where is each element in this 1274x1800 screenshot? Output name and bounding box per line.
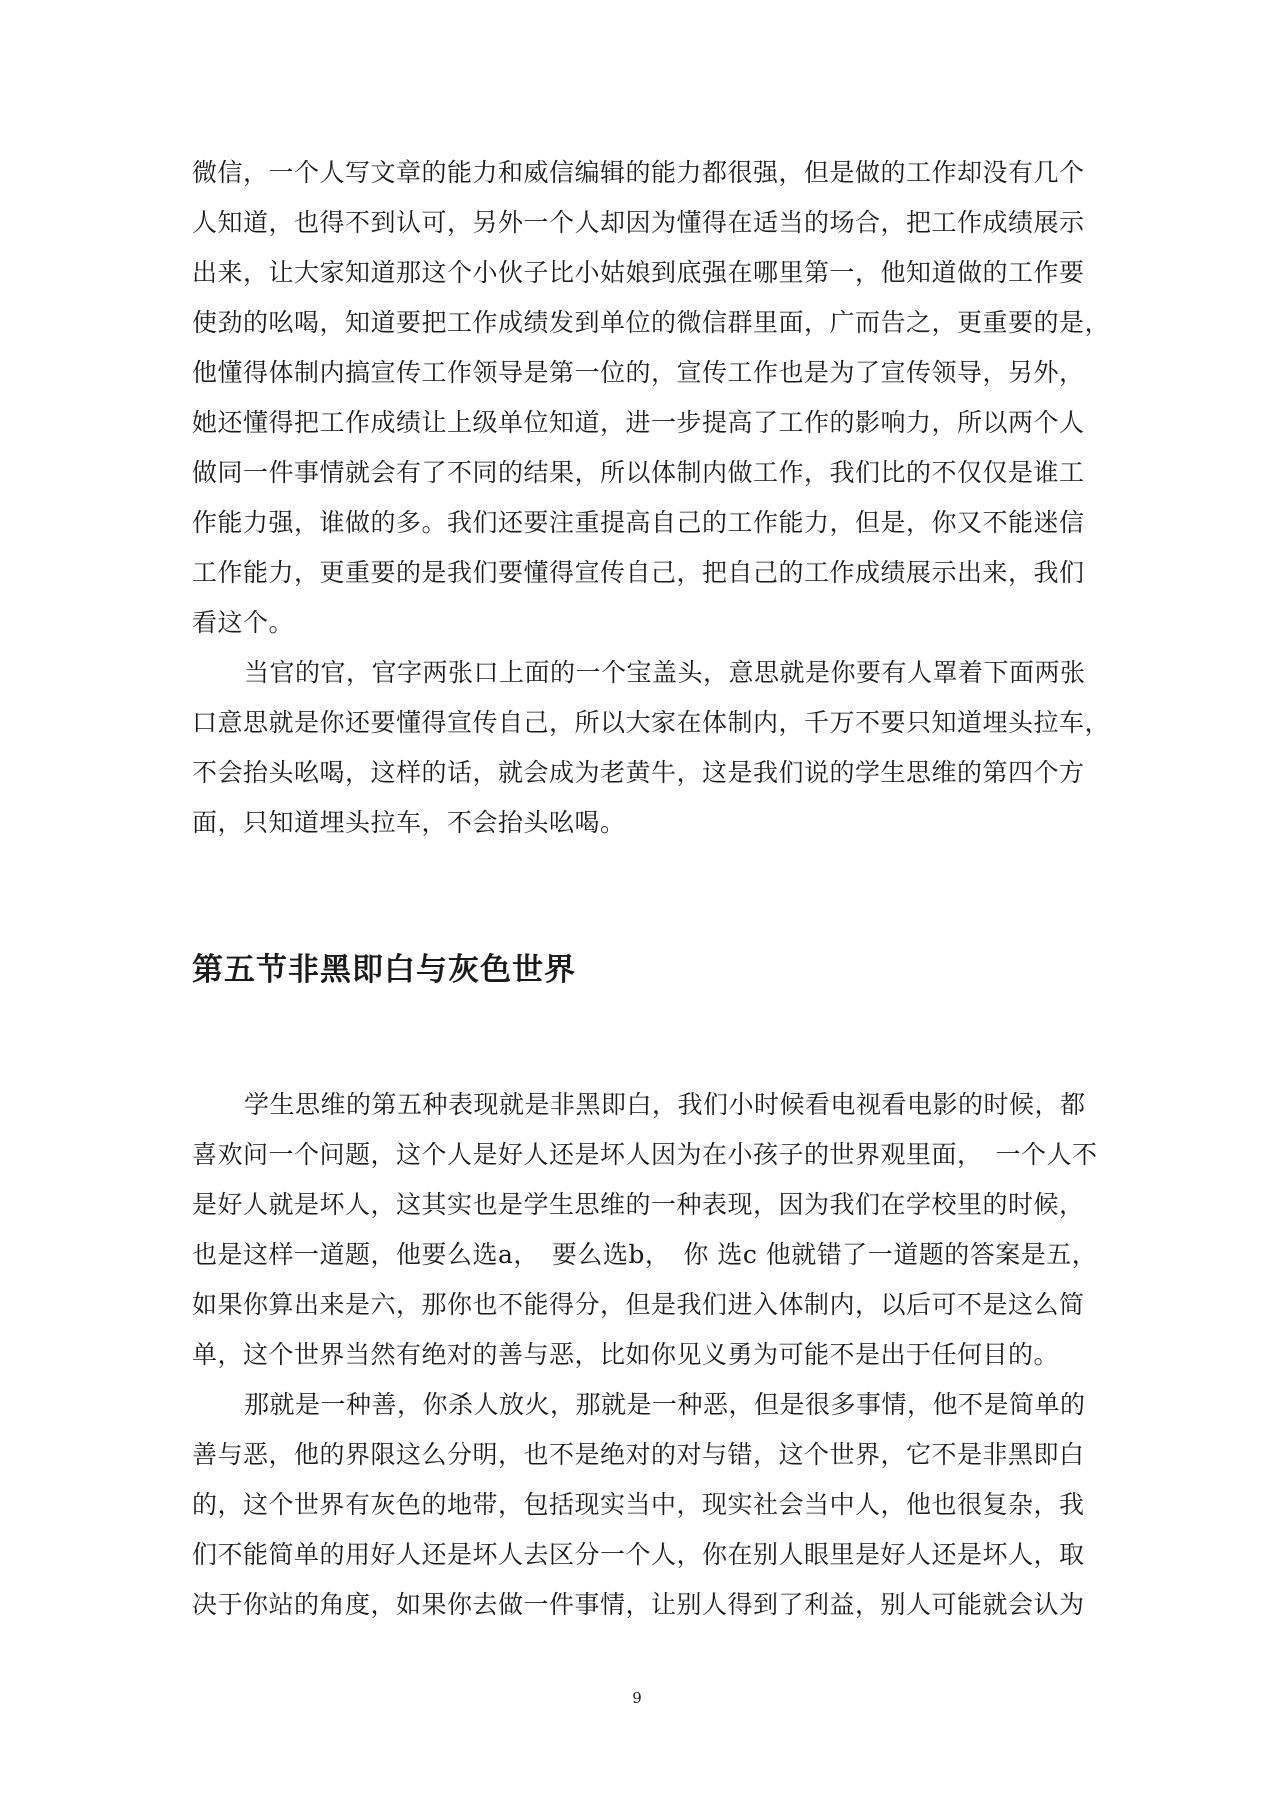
paragraph-2 (192, 648, 1111, 848)
paragraph-3 (192, 1080, 1098, 1380)
text-line: 面，只知道埋头拉车，不会抬头吆喝。 (192, 808, 626, 837)
text-line: 那就是一种善，你杀人放火，那就是一种恶，但是很多事情，他不是简单的 (244, 1390, 1086, 1419)
text-line: 是好人就是坏人，这其实也是学生思维的一种表现，因为我们在学校里的时候， (192, 1190, 1085, 1219)
paragraph-1 (192, 148, 1111, 648)
text-line: 的，这个世界有灰色的地带，包括现实当中，现实社会当中人，他也很复杂，我 (192, 1490, 1085, 1519)
text-line: 工作能力，更重要的是我们要懂得宣传自己，把自己的工作成绩展示出来，我们 (192, 558, 1085, 587)
text-line: 她还懂得把工作成绩让上级单位知道，进一步提高了工作的影响力，所以两个人 (192, 408, 1085, 437)
text-line: 人知道，也得不到认可，另外一个人却因为懂得在适当的场合，把工作成绩展示 (192, 208, 1085, 237)
text-line: 也是这样一道题，他要么选a， 要么选b， 你 选c 他就错了一道题的答案是五， (192, 1240, 1098, 1269)
text-line: 看这个。 (192, 608, 295, 637)
text-line: 当官的官，官字两张口上面的一个宝盖头，意思就是你要有人罩着下面两张 (244, 658, 1086, 687)
text-line: 作能力强，谁做的多。我们还要注重提高自己的工作能力，但是，你又不能迷信 (192, 508, 1085, 537)
paragraph-4 (192, 1380, 1092, 1630)
text-line: 使劲的吆喝，知道要把工作成绩发到单位的微信群里面，广而告之，更重要的是， (192, 308, 1111, 337)
text-line: 口意思就是你还要懂得宣传自己，所以大家在体制内，千万不要只知道埋头拉车， (192, 708, 1111, 737)
text-line: 学生思维的第五种表现就是非黑即白，我们小时候看电视看电影的时候，都 (244, 1090, 1086, 1119)
page-number: 9 (632, 1689, 642, 1707)
text-line: 微信，一个人写文章的能力和威信编辑的能力都很强，但是做的工作却没有几个 (192, 158, 1085, 187)
text-line: 喜欢问一个问题，这个人是好人还是坏人因为在小孩子的世界观里面， 一个人不 (192, 1140, 1098, 1169)
text-line: 他懂得体制内搞宣传工作领导是第一位的，宣传工作也是为了宣传领导，另外， (192, 358, 1085, 387)
text-line: 出来，让大家知道那这个小伙子比小姑娘到底强在哪里第一，他知道做的工作要 (192, 258, 1085, 287)
text-line: 单，这个世界当然有绝对的善与恶，比如你见义勇为可能不是出于任何目的。 (192, 1340, 1060, 1369)
section-heading: 第五节非黑即白与灰色世界 (192, 952, 576, 988)
text-line: 不会抬头吆喝，这样的话，就会成为老黄牛，这是我们说的学生思维的第四个方 (192, 758, 1085, 787)
text-line: 做同一件事情就会有了不同的结果，所以体制内做工作，我们比的不仅仅是谁工 (192, 458, 1085, 487)
text-line: 善与恶，他的界限这么分明，也不是绝对的对与错，这个世界，它不是非黑即白 (192, 1440, 1085, 1469)
text-line: 们不能简单的用好人还是坏人去区分一个人，你在别人眼里是好人还是坏人，取 (192, 1540, 1085, 1569)
text-line: 决于你站的角度，如果你去做一件事情，让别人得到了利益，别人可能就会认为 (192, 1590, 1085, 1619)
text-line: 如果你算出来是六，那你也不能得分，但是我们进入体制内，以后可不是这么简 (192, 1290, 1085, 1319)
